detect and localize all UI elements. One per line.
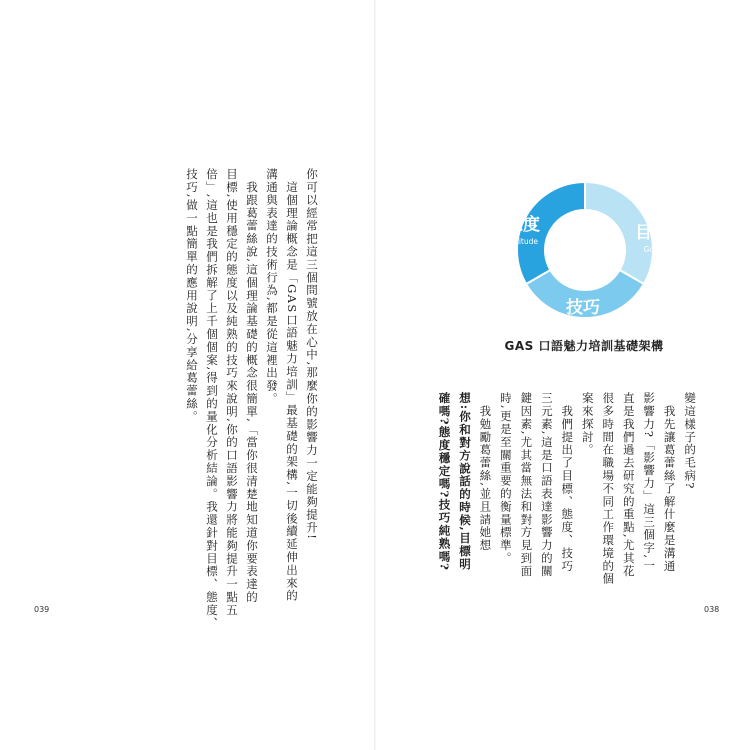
attitude-sublabel: Attitude: [507, 237, 539, 246]
right-page-number: 038: [704, 605, 720, 614]
text-column: 鍵因素,尤其當無法和對方見到面: [519, 392, 534, 578]
skill-label: 技巧: [566, 298, 600, 318]
text-column: 我跟葛蕾絲說,這個理論基礎的概念很簡單,「當你很清楚地知道你要表達的: [245, 168, 259, 604]
text-column: 這個理論概念是「GAS口語魅力培訓」最基礎的架構,一切後續延伸出來的: [285, 168, 299, 603]
text-column: 案來探討。: [580, 392, 595, 457]
text-column: 確嗎?態度穩定嗎?技巧純熟嗎?: [437, 392, 452, 572]
book-gutter: [374, 0, 376, 750]
attitude-label: 態度: [506, 215, 540, 235]
text-column: 技巧,做一點簡單的應用說明,分享給葛蕾絲。: [185, 168, 199, 424]
text-column: 影響力?「影響力」這三個字,一: [642, 392, 657, 573]
left-page-text: [182, 168, 322, 630]
diagram-caption: GAS 口語魅力培訓基礎架構: [504, 339, 664, 353]
goal-label: 目標: [635, 223, 669, 243]
text-column: 我勉勵葛蕾絲,並且請她想: [478, 392, 493, 552]
donut-hole: [545, 210, 625, 290]
text-column: 倍」,這也是我們拆解了上千個個案,得到的量化分析結論。我還針對目標、態度、: [205, 168, 219, 630]
text-column: 很多時間在職場不同工作環境的個: [601, 392, 616, 586]
left-page-number: 039: [34, 605, 50, 614]
text-column: 我先讓葛蕾絲了解什麼是溝通: [662, 392, 677, 573]
gas-donut-diagram: [465, 150, 705, 350]
right-page-text: [434, 392, 700, 584]
goal-sublabel: Goal: [643, 245, 661, 254]
text-column: 時,更是至關重要的衡量標準。: [498, 392, 513, 565]
text-column: 三元素,這是口語表達影響力的關: [539, 392, 554, 578]
text-column: 你可以經常把這三個問號放在心中,那麼你的影響力一定能夠提升!: [305, 168, 319, 541]
text-column: 我們提出了目標、態度、技巧: [560, 392, 575, 573]
text-column: 溝通與表達的技術行為,都是從這裡出發。: [265, 168, 279, 406]
text-column: 想:你和對方說話的時候,目標明: [457, 392, 472, 571]
text-column: 目標,使用穩定的態度以及純熟的技巧來說明,你的口語影響力將能夠提升一點五: [225, 168, 239, 617]
skill-sublabel: Skill: [575, 320, 591, 329]
text-column: 變這樣子的毛病?: [683, 392, 698, 490]
text-column: 直是我們過去研究的重點,尤其花: [621, 392, 636, 578]
